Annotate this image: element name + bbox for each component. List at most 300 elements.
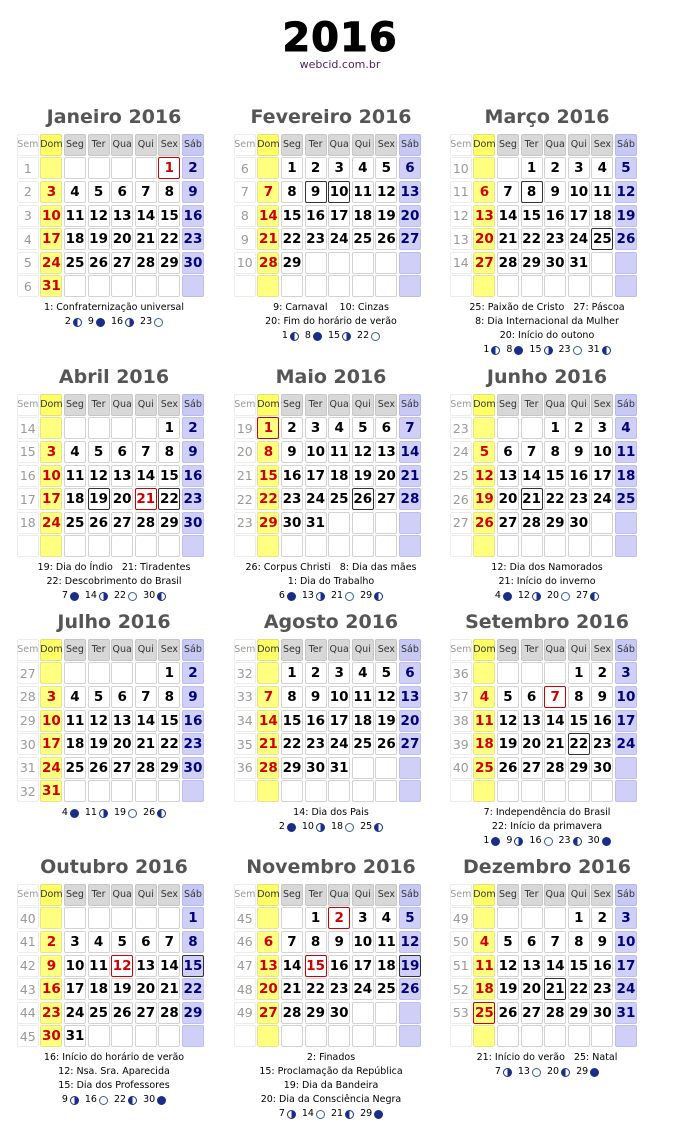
day-cell[interactable]: 16 <box>568 465 590 487</box>
day-cell[interactable]: 4 <box>88 931 110 953</box>
day-cell[interactable]: 20 <box>111 488 133 510</box>
day-cell[interactable]: 6 <box>257 931 279 953</box>
day-cell[interactable]: 14 <box>135 205 157 227</box>
day-cell[interactable]: 29 <box>182 1002 204 1024</box>
day-cell[interactable]: 2 <box>305 157 327 179</box>
day-cell[interactable]: 8 <box>568 686 590 708</box>
day-cell[interactable]: 30 <box>544 252 566 274</box>
day-cell[interactable]: 31 <box>615 1002 637 1024</box>
day-cell[interactable]: 14 <box>257 710 279 732</box>
day-cell[interactable]: 18 <box>88 978 110 1000</box>
day-cell[interactable]: 22 <box>281 228 303 250</box>
day-cell[interactable]: 15 <box>305 955 327 977</box>
day-cell[interactable]: 17 <box>591 465 613 487</box>
day-cell[interactable]: 3 <box>64 931 86 953</box>
day-cell[interactable]: 8 <box>521 181 543 203</box>
day-cell[interactable]: 10 <box>615 686 637 708</box>
day-cell[interactable]: 22 <box>305 978 327 1000</box>
day-cell[interactable]: 27 <box>111 757 133 779</box>
day-cell[interactable]: 16 <box>305 710 327 732</box>
day-cell[interactable]: 19 <box>473 488 495 510</box>
day-cell[interactable]: 6 <box>521 686 543 708</box>
day-cell[interactable]: 11 <box>352 686 374 708</box>
day-cell[interactable]: 6 <box>111 686 133 708</box>
day-cell[interactable]: 6 <box>497 441 519 463</box>
day-cell[interactable]: 2 <box>182 662 204 684</box>
day-cell[interactable]: 26 <box>88 757 110 779</box>
day-cell[interactable]: 28 <box>521 512 543 534</box>
day-cell[interactable]: 13 <box>399 686 421 708</box>
day-cell[interactable]: 1 <box>158 157 180 179</box>
day-cell[interactable]: 7 <box>281 931 303 953</box>
day-cell[interactable]: 10 <box>64 955 86 977</box>
day-cell[interactable]: 22 <box>281 733 303 755</box>
day-cell[interactable]: 31 <box>40 780 62 802</box>
day-cell[interactable]: 2 <box>591 907 613 929</box>
day-cell[interactable]: 21 <box>544 978 566 1000</box>
day-cell[interactable]: 15 <box>521 205 543 227</box>
day-cell[interactable]: 4 <box>473 686 495 708</box>
day-cell[interactable]: 15 <box>568 710 590 732</box>
day-cell[interactable]: 1 <box>158 662 180 684</box>
day-cell[interactable]: 21 <box>281 978 303 1000</box>
day-cell[interactable]: 24 <box>615 978 637 1000</box>
day-cell[interactable]: 21 <box>497 228 519 250</box>
day-cell[interactable]: 1 <box>182 907 204 929</box>
day-cell[interactable]: 12 <box>497 955 519 977</box>
day-cell[interactable]: 13 <box>497 465 519 487</box>
day-cell[interactable]: 8 <box>281 181 303 203</box>
day-cell[interactable]: 1 <box>158 417 180 439</box>
day-cell[interactable]: 5 <box>497 686 519 708</box>
day-cell[interactable]: 1 <box>281 662 303 684</box>
day-cell[interactable]: 25 <box>473 1002 495 1024</box>
day-cell[interactable]: 22 <box>544 488 566 510</box>
day-cell[interactable]: 15 <box>257 465 279 487</box>
day-cell[interactable]: 10 <box>328 686 350 708</box>
day-cell[interactable]: 21 <box>135 488 157 510</box>
day-cell[interactable]: 22 <box>158 488 180 510</box>
day-cell[interactable]: 9 <box>281 441 303 463</box>
day-cell[interactable]: 29 <box>544 512 566 534</box>
day-cell[interactable]: 14 <box>544 710 566 732</box>
day-cell[interactable]: 8 <box>158 686 180 708</box>
day-cell[interactable]: 15 <box>544 465 566 487</box>
day-cell[interactable]: 3 <box>352 907 374 929</box>
day-cell[interactable]: 28 <box>135 757 157 779</box>
day-cell[interactable]: 21 <box>135 228 157 250</box>
day-cell[interactable]: 30 <box>40 1025 62 1047</box>
day-cell[interactable]: 30 <box>305 757 327 779</box>
day-cell[interactable]: 15 <box>158 205 180 227</box>
day-cell[interactable]: 4 <box>64 441 86 463</box>
day-cell[interactable]: 7 <box>158 931 180 953</box>
day-cell[interactable]: 3 <box>615 662 637 684</box>
day-cell[interactable]: 5 <box>473 441 495 463</box>
day-cell[interactable]: 5 <box>375 157 397 179</box>
day-cell[interactable]: 18 <box>64 228 86 250</box>
day-cell[interactable]: 7 <box>544 686 566 708</box>
day-cell[interactable]: 1 <box>281 157 303 179</box>
day-cell[interactable]: 12 <box>88 710 110 732</box>
day-cell[interactable]: 17 <box>328 710 350 732</box>
day-cell[interactable]: 24 <box>352 978 374 1000</box>
day-cell[interactable]: 11 <box>591 181 613 203</box>
day-cell[interactable]: 27 <box>521 1002 543 1024</box>
day-cell[interactable]: 16 <box>182 710 204 732</box>
day-cell[interactable]: 28 <box>544 757 566 779</box>
day-cell[interactable]: 20 <box>375 465 397 487</box>
day-cell[interactable]: 13 <box>521 955 543 977</box>
day-cell[interactable]: 3 <box>615 907 637 929</box>
day-cell[interactable]: 13 <box>473 205 495 227</box>
day-cell[interactable]: 12 <box>88 205 110 227</box>
day-cell[interactable]: 17 <box>40 228 62 250</box>
day-cell[interactable]: 12 <box>473 465 495 487</box>
day-cell[interactable]: 23 <box>182 488 204 510</box>
day-cell[interactable]: 8 <box>305 931 327 953</box>
day-cell[interactable]: 21 <box>135 733 157 755</box>
day-cell[interactable]: 19 <box>497 733 519 755</box>
day-cell[interactable]: 25 <box>64 252 86 274</box>
day-cell[interactable]: 26 <box>473 512 495 534</box>
day-cell[interactable]: 15 <box>158 465 180 487</box>
day-cell[interactable]: 16 <box>328 955 350 977</box>
day-cell[interactable]: 4 <box>615 417 637 439</box>
day-cell[interactable]: 11 <box>375 931 397 953</box>
day-cell[interactable]: 26 <box>399 978 421 1000</box>
day-cell[interactable]: 2 <box>182 417 204 439</box>
day-cell[interactable]: 9 <box>305 181 327 203</box>
day-cell[interactable]: 29 <box>158 757 180 779</box>
day-cell[interactable]: 16 <box>544 205 566 227</box>
day-cell[interactable]: 13 <box>111 205 133 227</box>
day-cell[interactable]: 26 <box>375 733 397 755</box>
day-cell[interactable]: 8 <box>182 931 204 953</box>
day-cell[interactable]: 16 <box>40 978 62 1000</box>
day-cell[interactable]: 29 <box>568 757 590 779</box>
day-cell[interactable]: 24 <box>568 228 590 250</box>
day-cell[interactable]: 22 <box>182 978 204 1000</box>
day-cell[interactable]: 30 <box>591 757 613 779</box>
day-cell[interactable]: 31 <box>568 252 590 274</box>
day-cell[interactable]: 17 <box>615 955 637 977</box>
day-cell[interactable]: 22 <box>158 733 180 755</box>
day-cell[interactable]: 12 <box>88 465 110 487</box>
day-cell[interactable]: 25 <box>352 733 374 755</box>
day-cell[interactable]: 27 <box>473 252 495 274</box>
day-cell[interactable]: 29 <box>158 252 180 274</box>
day-cell[interactable]: 18 <box>591 205 613 227</box>
day-cell[interactable]: 17 <box>40 733 62 755</box>
day-cell[interactable]: 10 <box>328 181 350 203</box>
day-cell[interactable]: 19 <box>399 955 421 977</box>
day-cell[interactable]: 8 <box>158 181 180 203</box>
day-cell[interactable]: 18 <box>473 978 495 1000</box>
day-cell[interactable]: 25 <box>473 757 495 779</box>
day-cell[interactable]: 16 <box>591 710 613 732</box>
day-cell[interactable]: 20 <box>473 228 495 250</box>
day-cell[interactable]: 13 <box>399 181 421 203</box>
day-cell[interactable]: 3 <box>40 686 62 708</box>
day-cell[interactable]: 20 <box>111 228 133 250</box>
day-cell[interactable]: 28 <box>257 757 279 779</box>
day-cell[interactable]: 31 <box>40 275 62 297</box>
day-cell[interactable]: 27 <box>497 512 519 534</box>
day-cell[interactable]: 9 <box>182 441 204 463</box>
day-cell[interactable]: 24 <box>40 252 62 274</box>
day-cell[interactable]: 6 <box>111 441 133 463</box>
day-cell[interactable]: 11 <box>328 441 350 463</box>
day-cell[interactable]: 11 <box>473 955 495 977</box>
day-cell[interactable]: 28 <box>544 1002 566 1024</box>
day-cell[interactable]: 26 <box>615 228 637 250</box>
day-cell[interactable]: 10 <box>40 710 62 732</box>
day-cell[interactable]: 31 <box>328 757 350 779</box>
day-cell[interactable]: 30 <box>591 1002 613 1024</box>
day-cell[interactable]: 4 <box>375 907 397 929</box>
day-cell[interactable]: 26 <box>497 1002 519 1024</box>
day-cell[interactable]: 24 <box>64 1002 86 1024</box>
day-cell[interactable]: 31 <box>64 1025 86 1047</box>
day-cell[interactable]: 27 <box>257 1002 279 1024</box>
day-cell[interactable]: 28 <box>135 252 157 274</box>
day-cell[interactable]: 23 <box>591 733 613 755</box>
day-cell[interactable]: 23 <box>182 733 204 755</box>
day-cell[interactable]: 7 <box>399 417 421 439</box>
day-cell[interactable]: 27 <box>399 228 421 250</box>
day-cell[interactable]: 18 <box>352 205 374 227</box>
day-cell[interactable]: 21 <box>521 488 543 510</box>
day-cell[interactable]: 27 <box>521 757 543 779</box>
day-cell[interactable]: 13 <box>521 710 543 732</box>
day-cell[interactable]: 9 <box>40 955 62 977</box>
day-cell[interactable]: 8 <box>544 441 566 463</box>
day-cell[interactable]: 26 <box>88 252 110 274</box>
day-cell[interactable]: 15 <box>281 710 303 732</box>
day-cell[interactable]: 26 <box>375 228 397 250</box>
day-cell[interactable]: 2 <box>40 931 62 953</box>
day-cell[interactable]: 7 <box>544 931 566 953</box>
day-cell[interactable]: 28 <box>158 1002 180 1024</box>
day-cell[interactable]: 9 <box>591 931 613 953</box>
day-cell[interactable]: 5 <box>615 157 637 179</box>
day-cell[interactable]: 6 <box>473 181 495 203</box>
day-cell[interactable]: 23 <box>281 488 303 510</box>
day-cell[interactable]: 8 <box>158 441 180 463</box>
day-cell[interactable]: 22 <box>568 978 590 1000</box>
day-cell[interactable]: 13 <box>257 955 279 977</box>
day-cell[interactable]: 14 <box>135 710 157 732</box>
day-cell[interactable]: 4 <box>473 931 495 953</box>
day-cell[interactable]: 27 <box>135 1002 157 1024</box>
day-cell[interactable]: 3 <box>40 181 62 203</box>
day-cell[interactable]: 1 <box>544 417 566 439</box>
day-cell[interactable]: 7 <box>135 686 157 708</box>
day-cell[interactable]: 29 <box>281 252 303 274</box>
day-cell[interactable]: 25 <box>88 1002 110 1024</box>
day-cell[interactable]: 26 <box>352 488 374 510</box>
day-cell[interactable]: 19 <box>88 488 110 510</box>
day-cell[interactable]: 5 <box>88 441 110 463</box>
day-cell[interactable]: 13 <box>135 955 157 977</box>
day-cell[interactable]: 3 <box>40 441 62 463</box>
day-cell[interactable]: 25 <box>352 228 374 250</box>
day-cell[interactable]: 1 <box>305 907 327 929</box>
day-cell[interactable]: 30 <box>182 252 204 274</box>
day-cell[interactable]: 5 <box>352 417 374 439</box>
day-cell[interactable]: 20 <box>135 978 157 1000</box>
day-cell[interactable]: 25 <box>591 228 613 250</box>
day-cell[interactable]: 21 <box>544 733 566 755</box>
day-cell[interactable]: 2 <box>281 417 303 439</box>
day-cell[interactable]: 2 <box>305 662 327 684</box>
day-cell[interactable]: 15 <box>158 710 180 732</box>
day-cell[interactable]: 2 <box>568 417 590 439</box>
day-cell[interactable]: 5 <box>111 931 133 953</box>
day-cell[interactable]: 5 <box>399 907 421 929</box>
day-cell[interactable]: 11 <box>64 205 86 227</box>
day-cell[interactable]: 9 <box>568 441 590 463</box>
day-cell[interactable]: 23 <box>568 488 590 510</box>
day-cell[interactable]: 26 <box>497 757 519 779</box>
day-cell[interactable]: 10 <box>568 181 590 203</box>
day-cell[interactable]: 27 <box>111 512 133 534</box>
day-cell[interactable]: 6 <box>399 157 421 179</box>
day-cell[interactable]: 5 <box>375 662 397 684</box>
day-cell[interactable]: 24 <box>40 512 62 534</box>
day-cell[interactable]: 23 <box>591 978 613 1000</box>
day-cell[interactable]: 30 <box>568 512 590 534</box>
day-cell[interactable]: 29 <box>305 1002 327 1024</box>
day-cell[interactable]: 18 <box>375 955 397 977</box>
day-cell[interactable]: 10 <box>40 465 62 487</box>
day-cell[interactable]: 14 <box>399 441 421 463</box>
day-cell[interactable]: 27 <box>375 488 397 510</box>
day-cell[interactable]: 1 <box>257 417 279 439</box>
day-cell[interactable]: 24 <box>305 488 327 510</box>
day-cell[interactable]: 4 <box>64 181 86 203</box>
day-cell[interactable]: 20 <box>257 978 279 1000</box>
day-cell[interactable]: 11 <box>88 955 110 977</box>
day-cell[interactable]: 21 <box>257 733 279 755</box>
day-cell[interactable]: 11 <box>64 465 86 487</box>
day-cell[interactable]: 20 <box>399 205 421 227</box>
day-cell[interactable]: 14 <box>544 955 566 977</box>
day-cell[interactable]: 12 <box>399 931 421 953</box>
day-cell[interactable]: 19 <box>375 710 397 732</box>
day-cell[interactable]: 8 <box>257 441 279 463</box>
day-cell[interactable]: 4 <box>352 662 374 684</box>
day-cell[interactable]: 1 <box>521 157 543 179</box>
day-cell[interactable]: 27 <box>111 252 133 274</box>
day-cell[interactable]: 9 <box>591 686 613 708</box>
day-cell[interactable]: 24 <box>615 733 637 755</box>
day-cell[interactable]: 10 <box>40 205 62 227</box>
day-cell[interactable]: 4 <box>64 686 86 708</box>
day-cell[interactable]: 15 <box>281 205 303 227</box>
day-cell[interactable]: 25 <box>64 512 86 534</box>
day-cell[interactable]: 27 <box>399 733 421 755</box>
day-cell[interactable]: 20 <box>521 978 543 1000</box>
day-cell[interactable]: 23 <box>328 978 350 1000</box>
day-cell[interactable]: 29 <box>158 512 180 534</box>
day-cell[interactable]: 22 <box>568 733 590 755</box>
day-cell[interactable]: 12 <box>352 441 374 463</box>
day-cell[interactable]: 24 <box>591 488 613 510</box>
day-cell[interactable]: 12 <box>375 686 397 708</box>
day-cell[interactable]: 24 <box>328 228 350 250</box>
day-cell[interactable]: 9 <box>305 686 327 708</box>
day-cell[interactable]: 4 <box>328 417 350 439</box>
day-cell[interactable]: 23 <box>305 228 327 250</box>
day-cell[interactable]: 5 <box>88 181 110 203</box>
day-cell[interactable]: 6 <box>135 931 157 953</box>
day-cell[interactable]: 6 <box>375 417 397 439</box>
day-cell[interactable]: 16 <box>591 955 613 977</box>
day-cell[interactable]: 8 <box>568 931 590 953</box>
day-cell[interactable]: 18 <box>328 465 350 487</box>
day-cell[interactable]: 2 <box>182 157 204 179</box>
day-cell[interactable]: 14 <box>497 205 519 227</box>
day-cell[interactable]: 6 <box>521 931 543 953</box>
day-cell[interactable]: 9 <box>182 181 204 203</box>
day-cell[interactable]: 31 <box>305 512 327 534</box>
day-cell[interactable]: 16 <box>281 465 303 487</box>
day-cell[interactable]: 28 <box>135 512 157 534</box>
day-cell[interactable]: 5 <box>497 931 519 953</box>
day-cell[interactable]: 23 <box>40 1002 62 1024</box>
day-cell[interactable]: 29 <box>257 512 279 534</box>
day-cell[interactable]: 1 <box>568 662 590 684</box>
day-cell[interactable]: 3 <box>568 157 590 179</box>
day-cell[interactable]: 22 <box>257 488 279 510</box>
day-cell[interactable]: 16 <box>182 205 204 227</box>
site-link[interactable]: webcid.com.br <box>299 58 381 71</box>
day-cell[interactable]: 11 <box>352 181 374 203</box>
day-cell[interactable]: 9 <box>544 181 566 203</box>
day-cell[interactable]: 17 <box>305 465 327 487</box>
day-cell[interactable]: 25 <box>375 978 397 1000</box>
day-cell[interactable]: 7 <box>257 686 279 708</box>
day-cell[interactable]: 4 <box>352 157 374 179</box>
day-cell[interactable]: 28 <box>257 252 279 274</box>
day-cell[interactable]: 20 <box>399 710 421 732</box>
day-cell[interactable]: 16 <box>305 205 327 227</box>
day-cell[interactable]: 3 <box>328 662 350 684</box>
day-cell[interactable]: 12 <box>375 181 397 203</box>
day-cell[interactable]: 11 <box>473 710 495 732</box>
day-cell[interactable]: 25 <box>615 488 637 510</box>
day-cell[interactable]: 15 <box>182 955 204 977</box>
day-cell[interactable]: 10 <box>615 931 637 953</box>
day-cell[interactable]: 17 <box>40 488 62 510</box>
day-cell[interactable]: 17 <box>352 955 374 977</box>
day-cell[interactable]: 13 <box>375 441 397 463</box>
day-cell[interactable]: 19 <box>497 978 519 1000</box>
day-cell[interactable]: 3 <box>328 157 350 179</box>
day-cell[interactable]: 1 <box>568 907 590 929</box>
day-cell[interactable]: 28 <box>281 1002 303 1024</box>
day-cell[interactable]: 14 <box>257 205 279 227</box>
day-cell[interactable]: 10 <box>305 441 327 463</box>
day-cell[interactable]: 22 <box>158 228 180 250</box>
day-cell[interactable]: 30 <box>281 512 303 534</box>
day-cell[interactable]: 8 <box>281 686 303 708</box>
day-cell[interactable]: 21 <box>399 465 421 487</box>
day-cell[interactable]: 3 <box>305 417 327 439</box>
day-cell[interactable]: 17 <box>568 205 590 227</box>
